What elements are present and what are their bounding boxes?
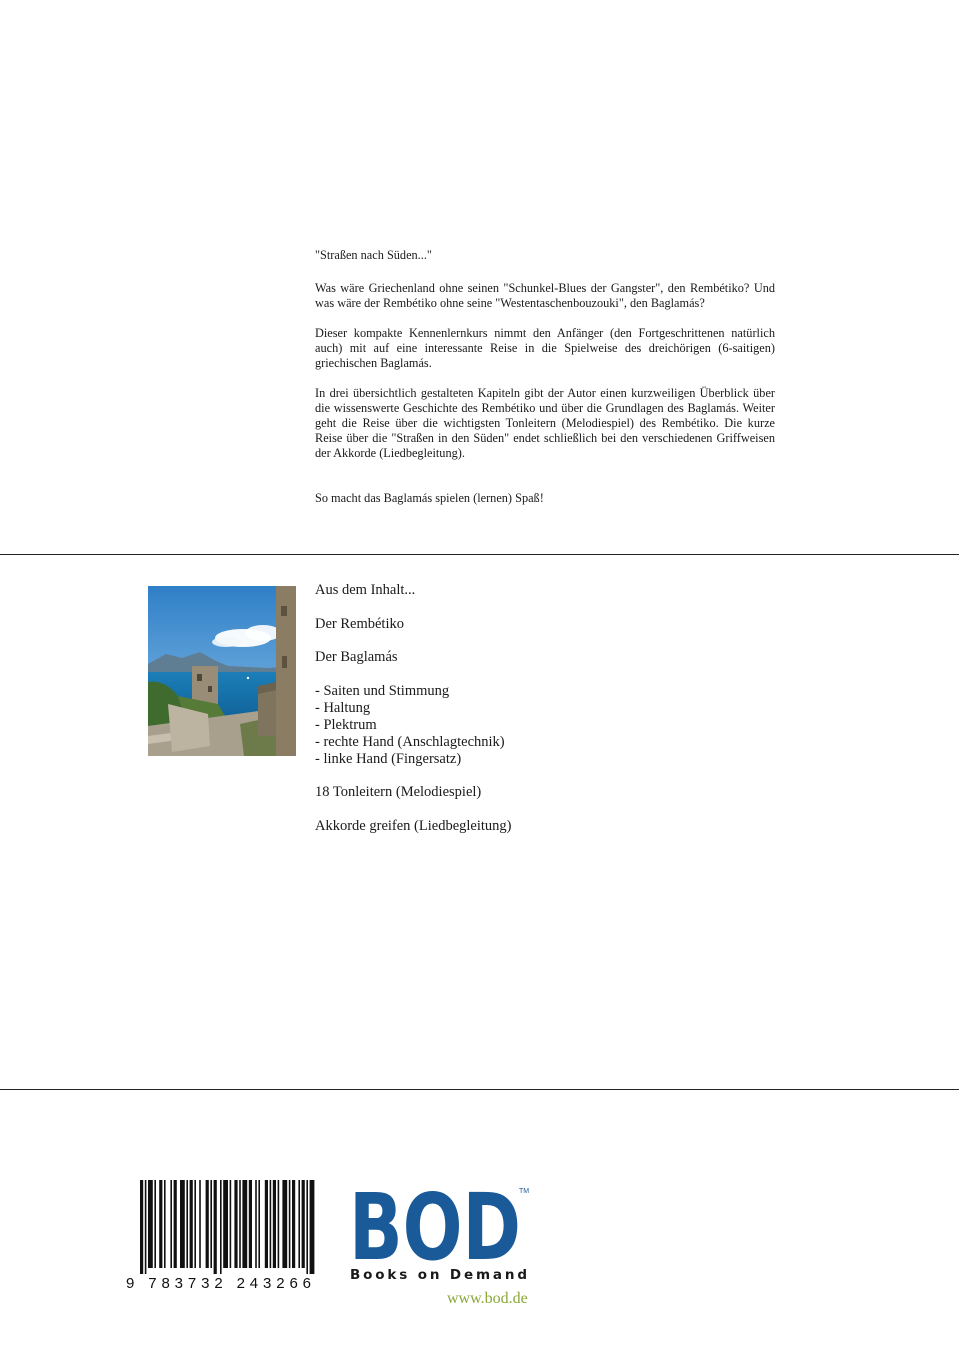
back-cover-blurb: [315, 248, 775, 521]
barcode-bar: [278, 1180, 280, 1268]
barcode-bar: [206, 1180, 209, 1268]
barcode-bar: [249, 1180, 252, 1268]
barcode-bar: [220, 1180, 222, 1274]
blurb-tagline: "Straßen nach Süden...": [315, 248, 432, 262]
blurb-paragraph-2: Dieser kompakte Kennenlernkurs nimmt den Anfänger (den Fortgeschrittenen natürlich auch) mit auf eine interessante Reise in die Spielweise des dreichörigen (6-saitigen) griechischen Baglamás.: [315, 326, 775, 370]
barcode-bar: [186, 1180, 188, 1268]
blurb-closing: So macht das Baglamás spielen (lernen) Spaß!: [315, 491, 544, 505]
barcode-bar: [292, 1180, 295, 1268]
divider-bottom: [0, 1089, 959, 1090]
barcode-bar: [273, 1180, 276, 1268]
barcode-bar: [180, 1180, 185, 1268]
photo-illustration: [148, 586, 296, 756]
barcode-bar: [306, 1180, 308, 1274]
bod-logo-graphic: [349, 1185, 531, 1285]
contents-list: [315, 582, 715, 835]
barcode-bar: [190, 1180, 193, 1268]
blurb-paragraph-3: In drei übersichtlich gestalteten Kapiteln gibt der Autor einen kurzweiligen Überblick über die wissenswerte Geschichte des Rembétiko und über die Grundlagen des Baglamás. Weiter geht die Reise über die wichtigsten Tonleitern (Melodiespiel) des Rembétiko. Die kurze Reise über die "Straßen in den Süden" endet schließlich bei den verschiedenen Griffweisen der Akkorde (Liedbegleitung).: [315, 386, 775, 460]
barcode-bar: [159, 1180, 162, 1268]
barcode-bar: [145, 1180, 147, 1274]
barcode-bar: [140, 1180, 143, 1274]
barcode-bar: [255, 1180, 257, 1268]
barcode-bar: [223, 1180, 228, 1268]
contents-subitem: - rechte Hand (Anschlagtechnik): [315, 733, 505, 750]
contents-subitem: - Plektrum: [315, 716, 377, 733]
bod-logo: [349, 1185, 531, 1285]
contents-chapter-scales: 18 Tonleitern (Melodiespiel): [315, 784, 482, 800]
isbn-barcode: [126, 1180, 316, 1290]
barcode-bar: [239, 1180, 241, 1268]
contents-heading: Aus dem Inhalt...: [315, 582, 416, 598]
barcode-bar: [170, 1180, 172, 1268]
barcode-bar: [270, 1180, 272, 1268]
bod-logo-text: BOD: [349, 1185, 521, 1281]
barcode-bar: [265, 1180, 268, 1268]
barcode-bar: [298, 1180, 300, 1268]
trademark-mark: TM: [519, 1188, 530, 1195]
barcode-bar: [230, 1180, 232, 1268]
barcode-bar: [214, 1180, 217, 1274]
contents-subitem: - Haltung: [315, 699, 371, 716]
barcode-bar: [148, 1180, 153, 1268]
barcode-bar: [242, 1180, 247, 1268]
publisher-url[interactable]: www.bod.de: [447, 1290, 528, 1307]
barcode-bar: [302, 1180, 305, 1268]
barcode-bar: [164, 1180, 166, 1268]
publisher-tagline: Books on Demand: [350, 1267, 527, 1283]
contents-subitem: - linke Hand (Fingersatz): [315, 750, 462, 767]
barcode-bar: [154, 1180, 156, 1268]
coastal-ruin-photo: [148, 586, 296, 756]
contents-subitem: - Saiten und Stimmung: [315, 682, 450, 699]
contents-chapter-rembetiko: Der Rembétiko: [315, 615, 404, 632]
barcode-bar: [234, 1180, 237, 1268]
contents-chapter-baglamas: Der Baglamás: [315, 649, 398, 665]
contents-chapter-chords: Akkorde greifen (Liedbegleitung): [315, 817, 512, 834]
barcode-bar: [258, 1180, 260, 1268]
barcode-bars: [126, 1180, 316, 1290]
barcode-bar: [174, 1180, 177, 1268]
divider-top: [0, 554, 959, 555]
blurb-paragraph-1: Was wäre Griechenland ohne seinen "Schunkel-Blues der Gangster", den Rembétiko? Und was wäre der Rembétiko ohne seine "Westentaschenbouzouki", den Baglamás?: [315, 281, 775, 310]
barcode-bar: [194, 1180, 196, 1268]
barcode-bar: [199, 1180, 201, 1268]
barcode-bar: [289, 1180, 291, 1268]
barcode-bar: [282, 1180, 287, 1268]
barcode-digits: 9 783732 243266: [126, 1275, 311, 1290]
barcode-bar: [210, 1180, 212, 1268]
barcode-bar: [310, 1180, 315, 1274]
